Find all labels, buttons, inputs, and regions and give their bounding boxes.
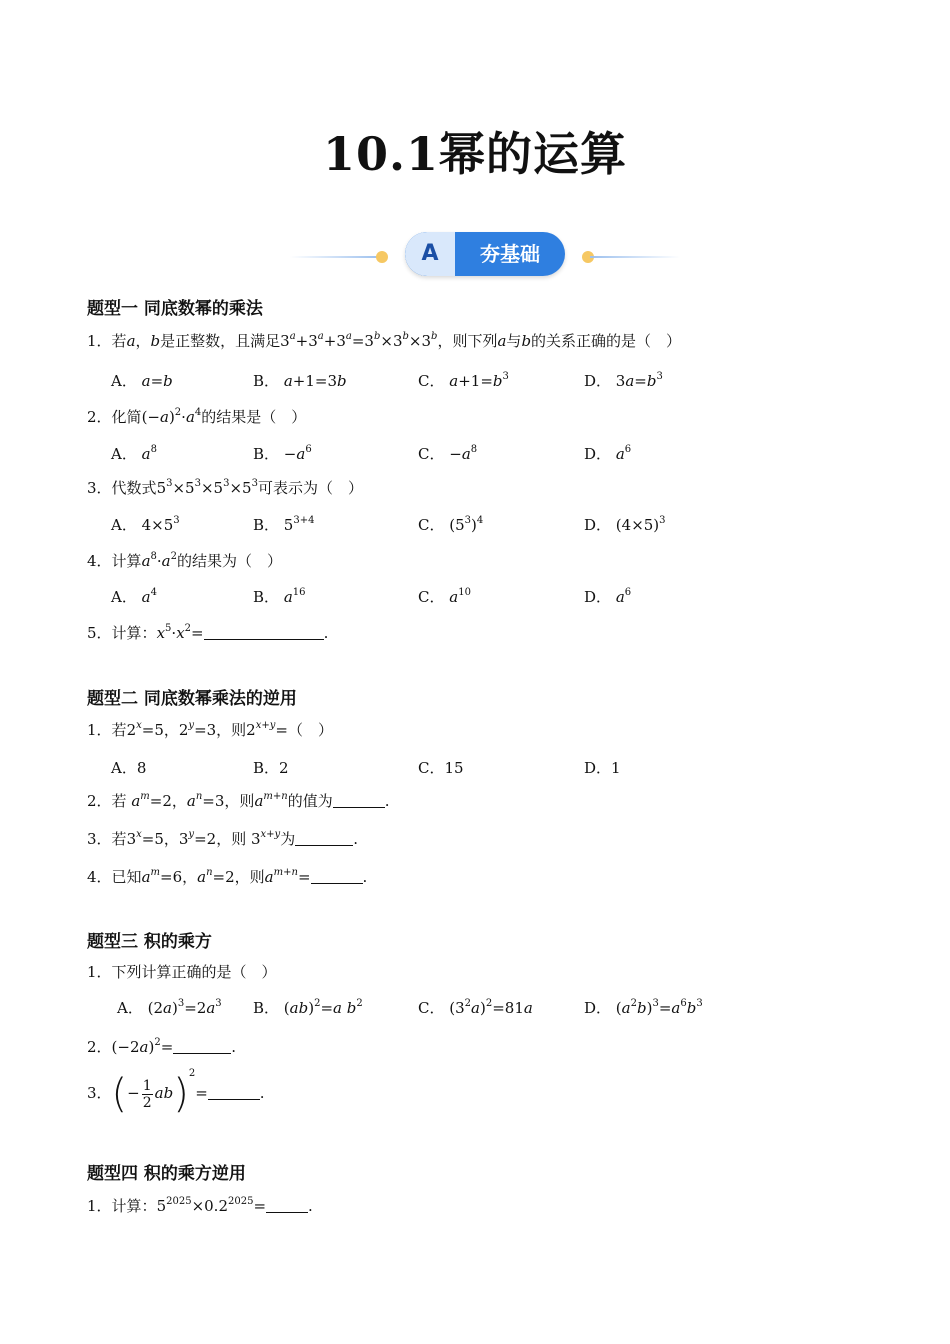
- option-1-1-d[interactable]: D． $3a=b^3$: [584, 371, 663, 390]
- option-1-3-b[interactable]: B． $5^{3+4}$: [253, 515, 315, 534]
- question-2-3: 3．若$3^x=5$，$3^y=2$，则 $3^{x+y}$为 .: [87, 829, 358, 848]
- section-heading-3: 题型三 积的乘方: [87, 932, 212, 952]
- option-3-1-d[interactable]: D． $(a^2b)^3=a^6b^3$: [584, 998, 703, 1017]
- option-1-2-b[interactable]: B． $-a^6$: [253, 444, 312, 463]
- option-1-4-d[interactable]: D． $a^6$: [584, 587, 632, 606]
- answer-blank[interactable]: [204, 625, 324, 640]
- question-1-3: 3．代数式$5^3\times 5^3\times 5^3\times 5^3$可表示为（ ）: [87, 478, 363, 497]
- banner-letter: A: [405, 232, 455, 276]
- answer-blank[interactable]: [173, 1039, 231, 1054]
- answer-blank[interactable]: [333, 793, 385, 808]
- page-title: 10.1幂的运算: [322, 127, 628, 181]
- option-3-1-c[interactable]: C． $(3^2a)^2=81a$: [418, 998, 533, 1017]
- question-1-5: 5．计算：$x^5\cdot x^2=$ .: [87, 623, 329, 642]
- section-heading-4: 题型四 积的乘方逆用: [87, 1164, 246, 1184]
- option-1-2-d[interactable]: D． $a^6$: [584, 444, 632, 463]
- answer-blank[interactable]: [295, 831, 353, 846]
- banner-line-left: [290, 256, 380, 258]
- option-1-4-c[interactable]: C． $a^{10}$: [418, 587, 471, 606]
- question-2-4: 4．已知$a^m=6$，$a^n=2$，则$a^{m+n}=$ .: [87, 867, 368, 886]
- section-heading-2: 题型二 同底数幂乘法的逆用: [87, 689, 297, 709]
- banner-dot-left: [376, 251, 388, 263]
- question-2-1: 1．若$2^x=5$，$2^y=3$，则$2^{x+y}=$（ ）: [87, 720, 333, 739]
- option-3-1-a[interactable]: A． $(2a)^3=2a^3$: [117, 998, 222, 1017]
- option-1-1-c[interactable]: C． $a+1=b^3$: [418, 371, 509, 390]
- option-2-1-b[interactable]: B．2: [253, 759, 289, 777]
- question-3-2: 2．$(-2a)^2=$ .: [87, 1037, 237, 1056]
- option-1-2-c[interactable]: C． $-a^8$: [418, 444, 478, 463]
- option-1-4-b[interactable]: B． $a^{16}$: [253, 587, 306, 606]
- answer-blank[interactable]: [208, 1085, 260, 1100]
- answer-blank[interactable]: [311, 869, 363, 884]
- option-1-2-a[interactable]: A． $a^8$: [111, 444, 157, 463]
- option-2-1-c[interactable]: C．15: [418, 759, 464, 777]
- option-1-3-d[interactable]: D． $(4\times 5)^3$: [584, 515, 666, 534]
- option-1-3-a[interactable]: A． $4\times 5^3$: [111, 515, 180, 534]
- banner-line-right: [590, 256, 680, 258]
- question-2-2: 2．若 $a^m=2$，$a^n=3$，则$a^{m+n}$的值为 .: [87, 791, 390, 810]
- option-1-1-a[interactable]: A． a=b: [111, 372, 173, 390]
- question-3-1: 1．下列计算正确的是（ ）: [87, 963, 277, 981]
- option-2-1-a[interactable]: A．8: [111, 759, 147, 777]
- option-3-1-b[interactable]: B． (ab)$^2$=a $b^2$: [253, 998, 363, 1017]
- option-1-4-a[interactable]: A． $a^4$: [111, 587, 157, 606]
- question-1-1: 1．若a，b是正整数，且满足$3^a+3^a+3^a=3^b\times 3^b\times 3^b$，则下列a与b的关系正确的是（ ）: [87, 331, 682, 350]
- answer-blank[interactable]: [266, 1198, 308, 1213]
- question-1-4: 4．计算$a^8\cdot a^2$的结果为（ ）: [87, 551, 283, 570]
- banner-label: 夯基础: [480, 242, 540, 266]
- option-2-1-d[interactable]: D．1: [584, 759, 621, 777]
- section-heading-1: 题型一 同底数幂的乘法: [87, 299, 263, 319]
- question-4-1: 1．计算：$5^{2025}\times 0.2^{2025}=$ .: [87, 1196, 313, 1215]
- option-1-1-b[interactable]: B． a+1=3b: [253, 372, 347, 390]
- banner-pill: [405, 232, 565, 276]
- option-1-3-c[interactable]: C． $(5^3)^4$: [418, 515, 484, 534]
- question-1-2: 2．化简$(-a)^2\cdot a^4$的结果是（ ）: [87, 407, 307, 426]
- question-3-3: 3．(− $\frac{1}{2}$ ab)$^2$= .: [87, 1068, 265, 1117]
- section-banner: [290, 230, 680, 280]
